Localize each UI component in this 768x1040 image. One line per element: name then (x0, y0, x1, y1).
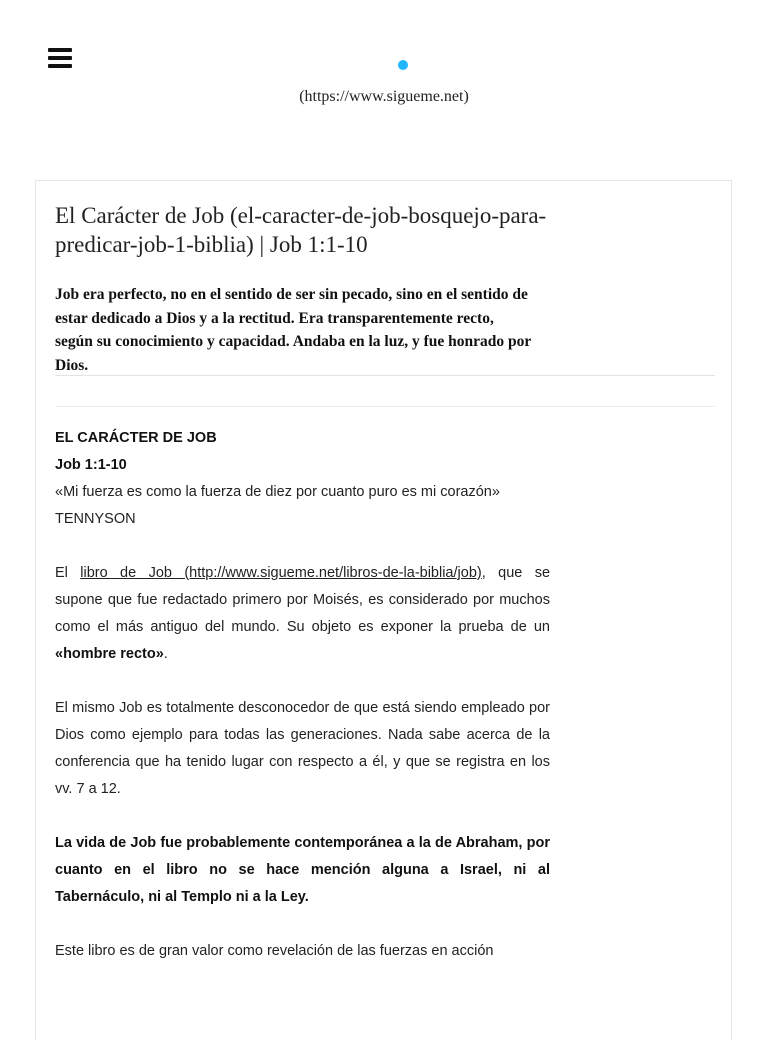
divider (55, 375, 715, 376)
section-heading: EL CARÁCTER DE JOB (55, 430, 217, 446)
article-card (35, 180, 732, 1040)
epigraph-quote: «Mi fuerza es como la fuerza de diez por cuanto puro es mi corazón» (55, 484, 500, 500)
epigraph-author: TENNYSON (55, 511, 136, 527)
article-body (55, 425, 550, 965)
site-url-link[interactable]: (https://www.sigueme.net) (299, 88, 469, 105)
divider (55, 406, 715, 407)
paragraph: El mismo Job es totalmente desconocedor de que está siendo empleado por Dios como ejemplo para todas las generaciones. Nada sabe acerca de la conferencia que ha tenido lugar con respecto a él, y que se registra en los vv. 7 a 12. (55, 700, 550, 797)
article-title: El Carácter de Job (el-caracter-de-job-bosquejo-para-predicar-job-1-biblia) | Job 1:1-10 (55, 203, 547, 257)
article-lead: Job era perfecto, no en el sentido de ser sin pecado, sino en el sentido de estar dedicado a Dios y a la rectitud. Era transparentemente recto, según su conocimiento y capacidad. Andaba en la luz, y fue honrado por Dios. (55, 286, 531, 374)
paragraph: La vida de Job fue probablemente contemporánea a la de Abraham, por cuanto en el libro no se hace mención alguna a Israel, ni al Tabernáculo, ni al Templo ni a la Ley. (55, 835, 550, 905)
hamburger-menu-icon[interactable] (48, 48, 72, 68)
scripture-reference: Job 1:1-10 (55, 457, 127, 473)
site-logo-dot[interactable] (398, 60, 408, 70)
paragraph: Este libro es de gran valor como revelación de las fuerzas en acción (55, 943, 494, 959)
paragraph: El libro de Job (http://www.sigueme.net/libros-de-la-biblia/job), que se supone que fue redactado primero por Moisés, es considerado por muchos como el más antiguo del mundo. Su objeto es exponer la prueba de un «hombre recto». (55, 565, 551, 662)
book-of-job-link[interactable]: libro de Job (http://www.sigueme.net/libros-de-la-biblia/job) (80, 565, 482, 581)
